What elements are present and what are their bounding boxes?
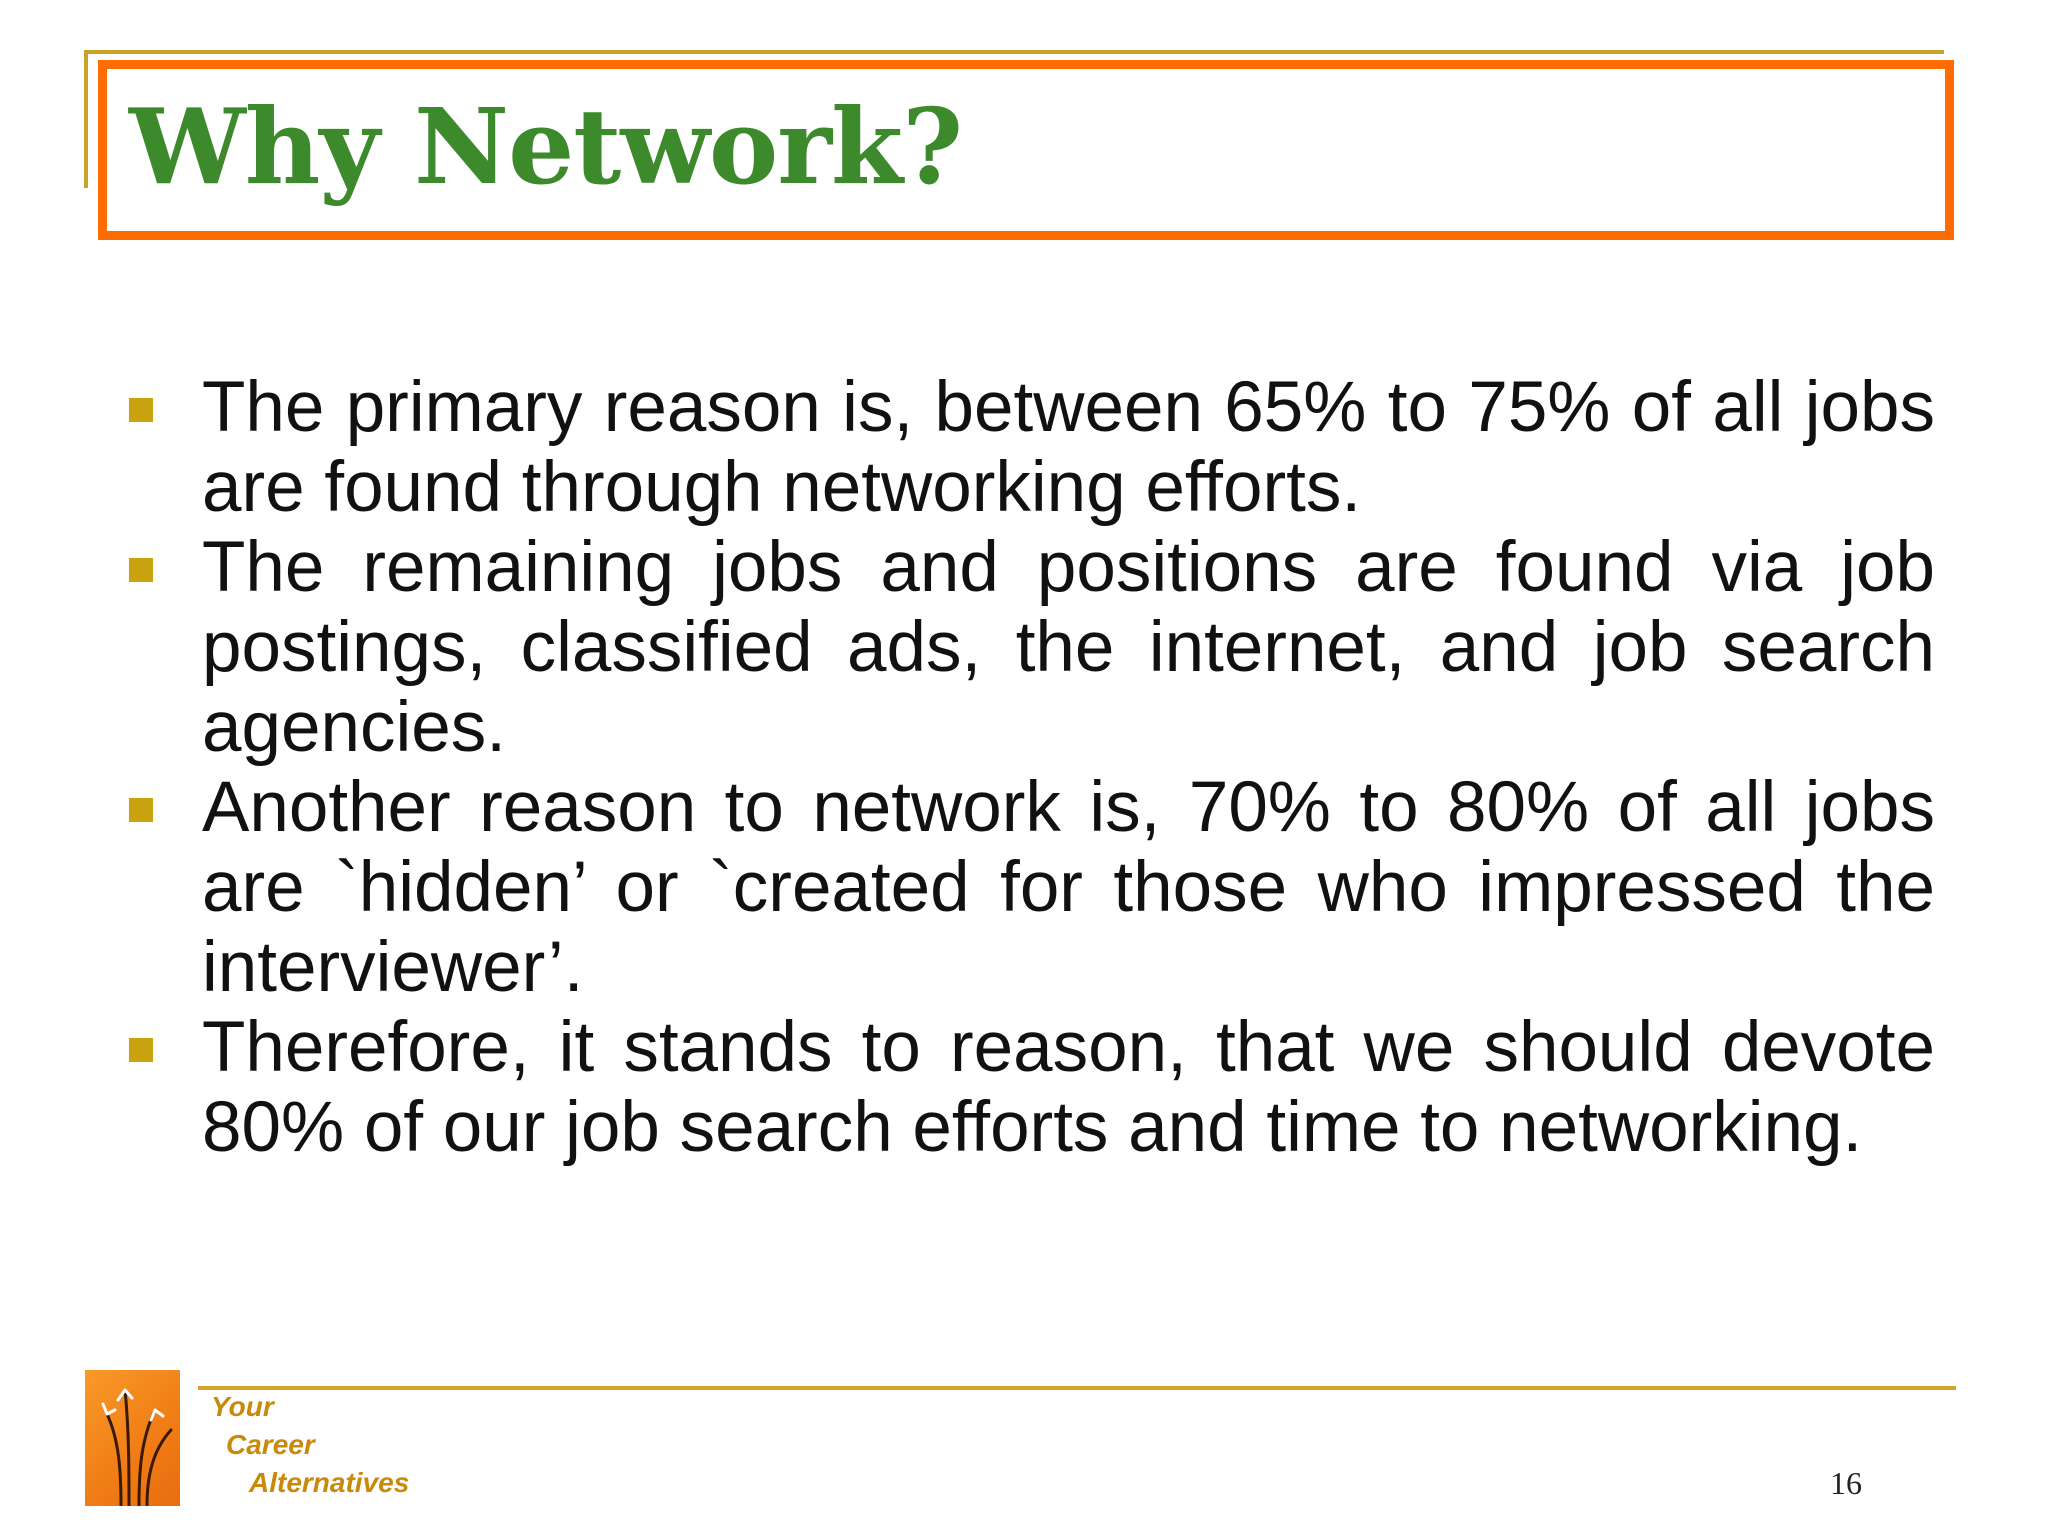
- page-number: 16: [1830, 1465, 1862, 1501]
- title-accent-line: [84, 50, 1944, 54]
- footer-brand-line: Your: [211, 1391, 274, 1422]
- crossroads-logo-icon: [85, 1370, 180, 1506]
- bullet-text: The primary reason is, between 65% to 75% of all jobs are found through networking efforts.: [202, 368, 1935, 527]
- square-bullet-icon: [129, 1038, 153, 1062]
- footer-brand-line: Alternatives: [249, 1467, 410, 1498]
- bullet-text: Another reason to network is, 70% to 80% of all jobs are `hidden’ or `created for those who impressed the interviewer’.: [202, 768, 1935, 1007]
- bullet-item: [125, 368, 1935, 528]
- square-bullet-icon: [129, 558, 153, 582]
- bullet-item: [125, 1008, 1935, 1168]
- bullet-text: Therefore, it stands to reason, that we should devote 80% of our job search efforts and time to networking.: [202, 1008, 1935, 1167]
- footer-brand-line: Career: [226, 1429, 315, 1460]
- bullet-list: [125, 368, 1935, 1168]
- square-bullet-icon: [129, 398, 153, 422]
- bullet-item: [125, 528, 1935, 768]
- title-box: [98, 60, 1954, 240]
- bullet-text: The remaining jobs and positions are found via job postings, classified ads, the internet, and job search agencies.: [202, 528, 1935, 767]
- bullet-item: [125, 768, 1935, 1008]
- slide-title: Why Network?: [129, 85, 962, 208]
- square-bullet-icon: [129, 798, 153, 822]
- footer-divider: [198, 1386, 1956, 1390]
- title-accent-line-left: [84, 50, 88, 188]
